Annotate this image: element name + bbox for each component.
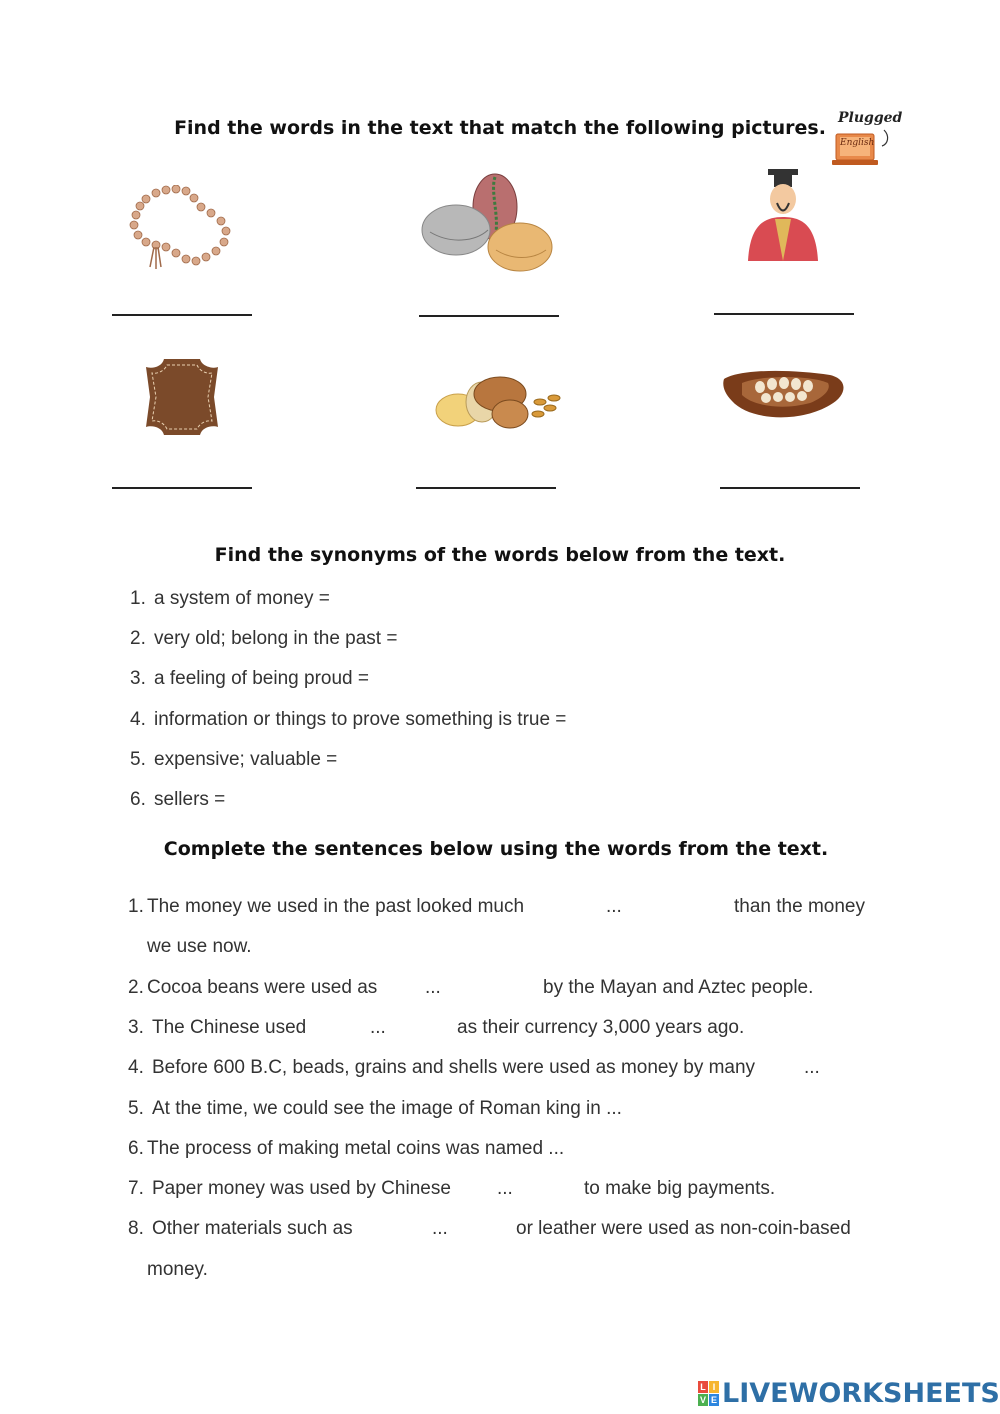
sentences-title: Complete the sentences below using the words from the text. xyxy=(163,838,829,860)
synonyms-title: Find the synonyms of the words below from the text. xyxy=(214,544,786,566)
gap-3[interactable]: ... xyxy=(370,1017,386,1038)
gap-2[interactable]: ... xyxy=(425,977,441,998)
liveworksheets-badge-icon: L I V E xyxy=(699,1382,717,1405)
shells-icon xyxy=(420,172,555,274)
laptop-icon xyxy=(832,128,892,168)
answer-blank-4[interactable] xyxy=(112,487,252,489)
beads-necklace-icon xyxy=(126,185,236,275)
logo-text-plugged: Plugged xyxy=(838,110,903,126)
answer-blank-6[interactable] xyxy=(720,487,860,489)
gap-4[interactable]: ... xyxy=(804,1057,820,1078)
answer-blank-1[interactable] xyxy=(112,314,252,316)
gap-7[interactable]: ... xyxy=(497,1178,513,1199)
cocoa-pod-icon xyxy=(720,365,850,427)
synonym-item-4: 4. information or things to prove something is true = xyxy=(130,709,567,730)
grains-nuts-icon xyxy=(432,372,567,434)
page-title: Find the words in the text that match the following pictures. xyxy=(174,117,826,139)
answer-blank-5[interactable] xyxy=(416,487,556,489)
synonym-item-5: 5. expensive; valuable = xyxy=(130,749,338,770)
synonym-item-2: 2. very old; belong in the past = xyxy=(130,628,398,649)
synonym-item-6: 6. sellers = xyxy=(130,789,226,810)
synonym-item-1: 1. a system of money = xyxy=(130,588,330,609)
answer-blank-2[interactable] xyxy=(419,315,559,317)
chinese-emperor-icon xyxy=(744,163,822,263)
synonym-item-3: 3. a feeling of being proud = xyxy=(130,668,369,689)
leather-hide-icon xyxy=(142,357,222,437)
liveworksheets-wordmark: LIVEWORKSHEETS xyxy=(722,1378,1000,1409)
answer-blank-3[interactable] xyxy=(714,313,854,315)
gap-8[interactable]: ... xyxy=(432,1218,448,1239)
logo-text-english: English xyxy=(840,138,875,148)
gap-1[interactable]: ... xyxy=(606,896,622,917)
